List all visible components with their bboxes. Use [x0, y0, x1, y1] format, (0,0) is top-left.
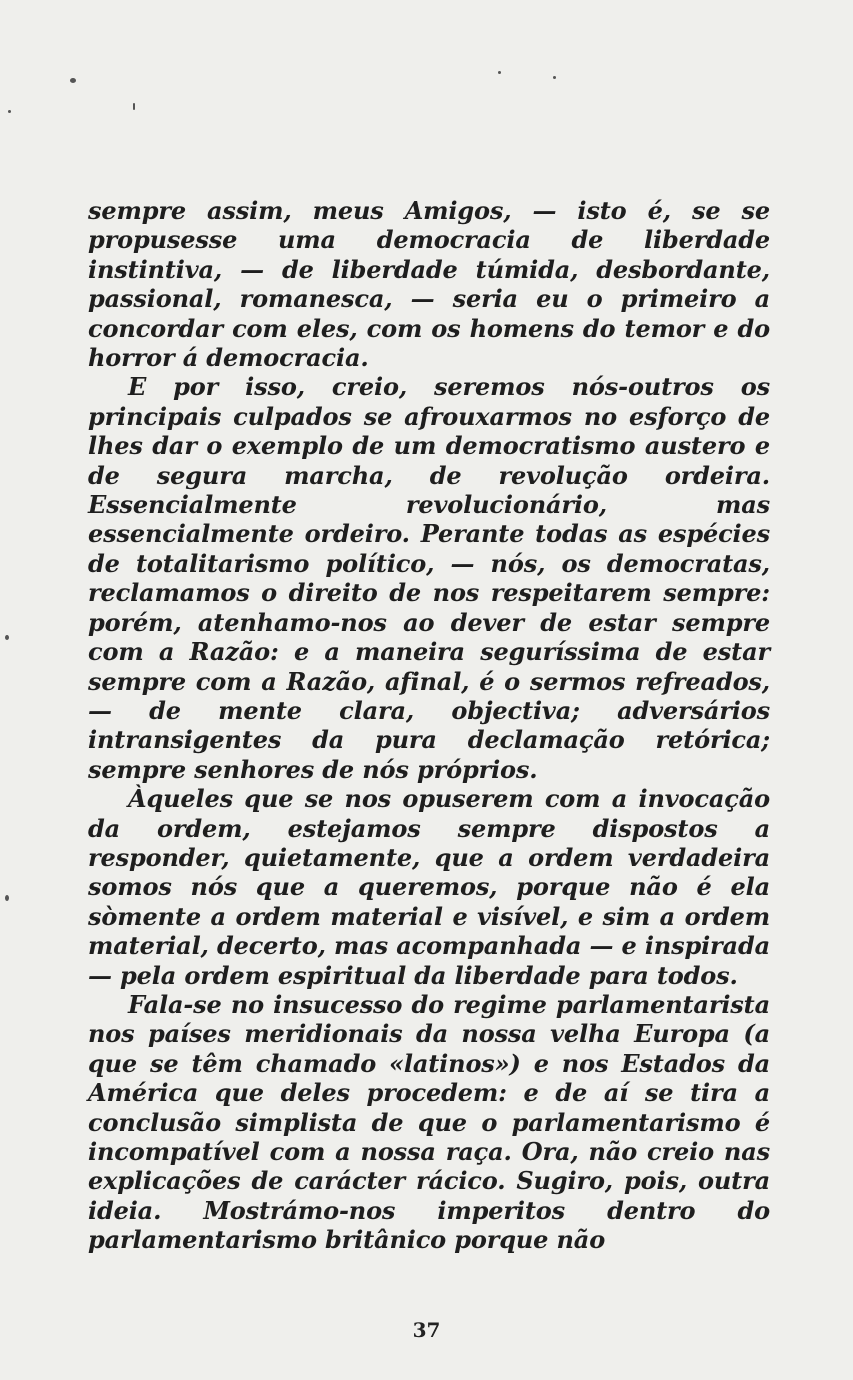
ink-speck [8, 110, 11, 113]
ink-speck [70, 78, 76, 83]
ink-speck [133, 103, 135, 110]
ink-speck [553, 76, 556, 79]
paragraph: Àqueles que se nos opuserem com a invocação da ordem, estejamos sempre dispostos a responder, quietamente, que a ordem verdadeira somos nós que a queremos, porque não é ela sòmente a ordem material e visível, e sim a ordem material, decerto, mas acompanhada — e inspirada — pela ordem espiritual da liberdade para todos. [88, 784, 770, 990]
paragraph: E por isso, creio, seremos nós-outros os principais culpados se afrouxarmos no esforço de lhes dar o exemplo de um democratismo austero e de segura marcha, de revolução ordeira. Essencialmente revolucionário, mas essencialmente ordeiro. Perante todas as espécies de totalitarismo político, — nós, os democratas, reclamamos o direito de nos respeitarem sempre: porém, atenhamo-nos ao dever de estar sempre com a Razão: e a maneira seguríssima de estar sempre com a Razão, afinal, é o sermos refreados, — de mente clara, objectiva; adversários intransigentes da pura declamação retórica; sempre senhores de nós próprios. [88, 372, 770, 784]
paragraph: sempre assim, meus Amigos, — isto é, se se propusesse uma democracia de liberdade instintiva, — de liberdade túmida, desbordante, passional, romanesca, — seria eu o primeiro a concordar com eles, com os homens do temor e do horror á democracia. [88, 196, 770, 373]
ink-speck [5, 635, 9, 640]
body-text [88, 196, 770, 1255]
ink-speck [498, 71, 501, 74]
ink-speck [5, 895, 9, 901]
paragraph: Fala-se no insucesso do regime parlamentarista nos países meridionais da nossa velha Europa (a que se têm chamado «latinos») e nos Estados da América que deles procedem: e de aí se tira a conclusão simplista de que o parlamentarismo é incompatível com a nossa raça. Ora, não creio nas explicações de carácter rácico. Sugiro, pois, outra ideia. Mostrámo-nos imperitos dentro do parlamentarismo britânico porque não [88, 989, 770, 1255]
page-number: 37 [412, 1318, 441, 1342]
